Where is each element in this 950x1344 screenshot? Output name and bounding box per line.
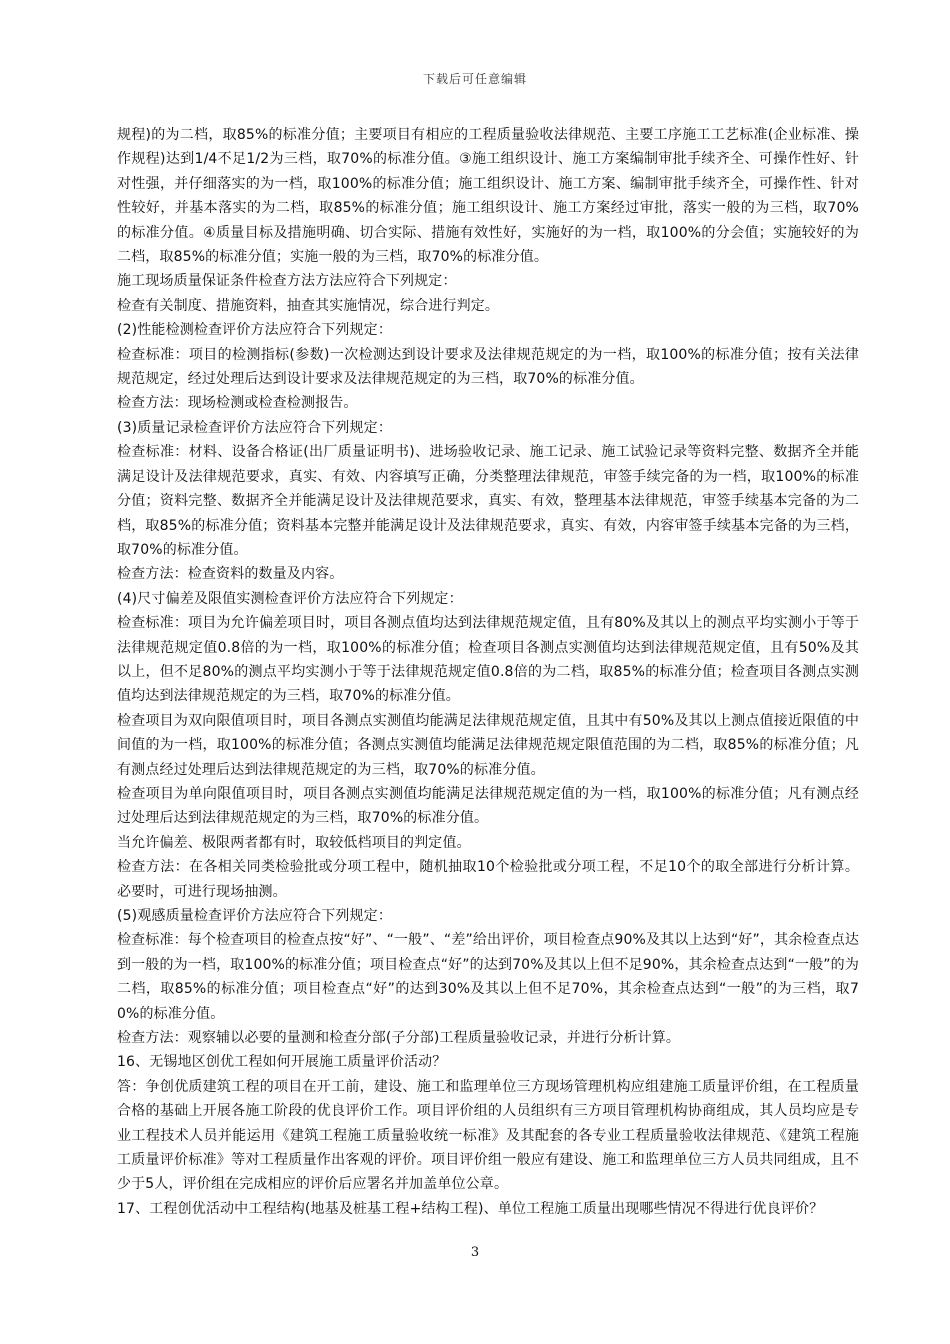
- paragraph-combined-rule: 当允许偏差、极限两者都有时，取较低档项目的判定值。: [117, 834, 471, 851]
- paragraph-appearance-method: 检查方法：观察辅以必要的量测和检查分部(子分部)工程质量验收记录，并进行分析计算。: [117, 1030, 681, 1047]
- paragraph-performance-standard: 检查标准：项目的检测指标(参数)一次检测达到设计要求及法律规范规定的为一档，取100%的标准分值；按有关法律规范规定，经过处理后达到设计要求及法律规范规定的为三档，取70%的标准分值。: [117, 346, 859, 388]
- paragraph-unidirectional-limit: 检查项目为单向限值项目时，项目各测点实测值均能满足法律规范规定值的为一档，取100%的标准分值；凡有测点经过处理后达到法律规范规定的为三档，取70%的标准分值。: [117, 785, 859, 827]
- heading-quality-records: (3)质量记录检查评价方法应符合下列规定：: [117, 419, 392, 436]
- heading-dimension-deviation: (4)尺寸偏差及限值实测检查评价方法应符合下列规定：: [117, 590, 463, 607]
- question-16: 16、无锡地区创优工程如何开展施工质量评价活动？: [117, 1054, 447, 1071]
- question-17: 17、工程创优活动中工程结构(地基及桩基工程+结构工程)、单位工程施工质量出现哪些情况不得进行优良评价？: [117, 1200, 824, 1217]
- answer-16: 答：争创优质建筑工程的项目在开工前，建设、施工和监理单位三方现场管理机构应组建施工质量评价组，在工程质量合格的基础上开展各施工阶段的优良评价工作。项目评价组的人员组织有三方项目管理机构协商组成，其人员均应是专业工程技术人员并能运用《建筑工程施工质量验收统一标准》及其配套的各专业工程质量验收法律规范、《建筑工程施工质量评价标准》等对工程质量作出客观的评价。项目评价组一般应有建设、施工和监理单位三方人员共同组成，且不少于5人，评价组在完成相应的评价后应署名并加盖单位公章。: [117, 1078, 859, 1193]
- paragraph-deviation-method: 检查方法：在各相关同类检验批或分项工程中，随机抽取10个检验批或分项工程，不足10个的取全部进行分析计算。必要时，可进行现场抽测。: [117, 859, 859, 900]
- paragraph-bidirectional-limit: 检查项目为双向限值项目时，项目各测点实测值均能满足法律规范规定值，且其中有50%及其以上测点值接近限值的中间值的为一档，取100%的标准分值；各测点实测值均能满足法律规范规定限值范围的为二档，取85%的标准分值；凡有测点经过处理后达到法律规范规定的为三档，取70%的标准分值。: [117, 712, 859, 778]
- heading-appearance-quality: (5)观感质量检查评价方法应符合下列规定：: [117, 908, 392, 924]
- paragraph-deviation-standard: 检查标准：项目为允许偏差项目时，项目各测点值均达到法律规范规定值，且有80%及其以上的测点平均实测小于等于法律规范规定值0.8倍的为一档，取100%的标准分值；检查项目各测点实测值均达到法律规范规定值，且有50%及其以上，但不足80%的测点平均实测小于等于法律规范规定值0.8倍的为二档，取85%的标准分值；检查项目各测点实测值均达到法律规范规定的为三档，取70%的标准分值。: [117, 615, 859, 705]
- paragraph-site-quality-check: 检查有关制度、措施资料，抽查其实施情况，综合进行判定。: [117, 297, 500, 314]
- heading-performance-testing: (2)性能检测检查评价方法应符合下列规定：: [117, 322, 392, 339]
- paragraph-scoring-continuation: 规程)的为二档，取85%的标准分值；主要项目有相应的工程质量验收法律规范、主要工序施工工艺标准(企业标准、操作规程)达到1/4不足1/2为三档，取70%的标准分值。③施工组织设计、施工方案编制审批手续齐全、可操作性好、针对性强，并仔细落实的为一档，取100%的标准分值；施工组织设计、施工方案、编制审批手续齐全，可操作性、针对性较好，并基本落实的为二档，取85%的标准分值；施工组织设计、施工方案经过审批，落实一般的为三档，取70%的标准分值。④质量目标及措施明确、切合实际、措施有效性好，实施好的为一档，取100%的分会值；实施较好的为二档，取85%的标准分值；实施一般的为三档，取70%的标准分值。: [117, 127, 859, 266]
- page-header: 下载后可任意编辑: [422, 72, 527, 86]
- page-number: 3: [470, 1245, 480, 1260]
- paragraph-site-quality-method: 施工现场质量保证条件检查方法方法应符合下列规定：: [117, 273, 457, 290]
- paragraph-performance-method: 检查方法：现场检测或检查检测报告。: [117, 395, 358, 412]
- paragraph-appearance-standard: 检查标准：每个检查项目的检查点按“好”、“一般”、“差”给出评价，项目检查点90%及其以上达到“好”，其余检查点达到一般的为一档，取100%的标准分值；项目检查点“好”的达到70%及其以上但不足90%，其余检查点达到“一般”的为二档，取85%的标准分值；项目检查点“好”的达到30%及其以上但不足70%，其余检查点达到“一般”的为三档，取70%的标准分值。: [117, 932, 859, 1022]
- paragraph-records-standard: 检查标准：材料、设备合格证(出厂质量证明书)、进场验收记录、施工记录、施工试验记录等资料完整、数据齐全并能满足设计及法律规范要求，真实、有效、内容填写正确，分类整理法律规范，审签手续完备的为一档，取100%的标准分值；资料完整、数据齐全并能满足设计及法律规范要求，真实、有效，整理基本法律规范，审签手续基本完备的为二档，取85%的标准分值；资料基本完整并能满足设计及法律规范要求，真实、有效，内容审签手续基本完备的为三档，取70%的标准分值。: [117, 444, 859, 558]
- paragraph-records-method: 检查方法：检查资料的数量及内容。: [117, 566, 344, 583]
- document-body: [117, 123, 859, 1221]
